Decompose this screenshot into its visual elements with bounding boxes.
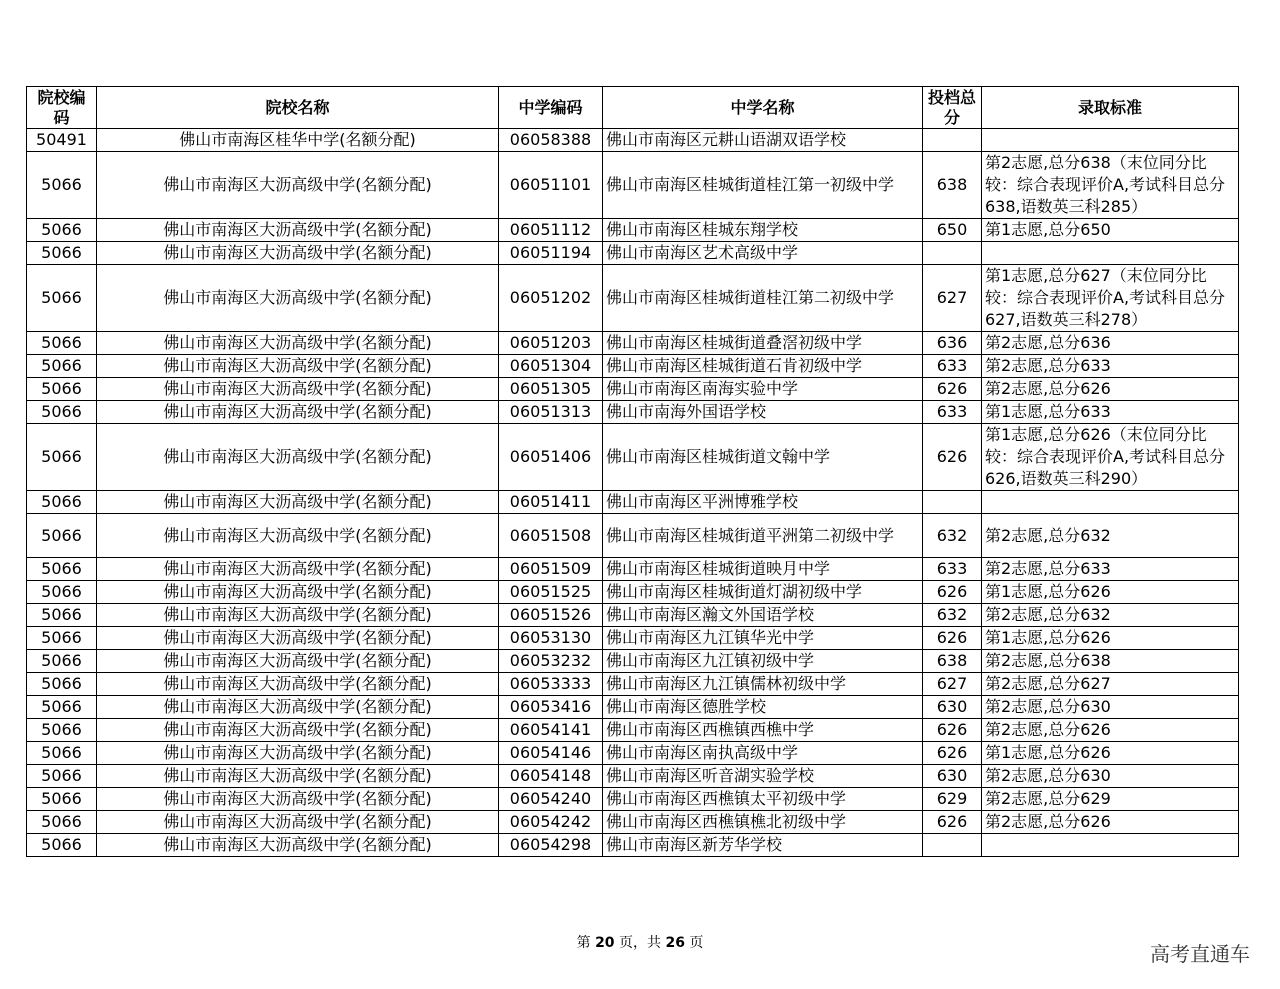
school-code-cell: 5066	[27, 378, 97, 401]
school-code-cell: 5066	[27, 355, 97, 378]
header-middle-school-name: 中学名称	[603, 87, 923, 129]
total-score-cell: 626	[923, 719, 982, 742]
school-name-cell: 佛山市南海区大沥高级中学(名额分配)	[97, 788, 499, 811]
total-score-cell: 633	[923, 401, 982, 424]
school-code-cell: 5066	[27, 401, 97, 424]
middle-school-code-cell: 06054141	[499, 719, 603, 742]
middle-school-code-cell: 06051304	[499, 355, 603, 378]
middle-school-name-cell: 佛山市南海区南执高级中学	[603, 742, 923, 765]
school-name-cell: 佛山市南海区大沥高级中学(名额分配)	[97, 401, 499, 424]
total-score-cell: 650	[923, 219, 982, 242]
middle-school-name-cell: 佛山市南海区西樵镇樵北初级中学	[603, 811, 923, 834]
table-row	[27, 696, 1239, 719]
middle-school-code-cell: 06051406	[499, 424, 603, 491]
middle-school-name-cell: 佛山市南海区九江镇华光中学	[603, 627, 923, 650]
admission-standard-cell: 第2志愿,总分630	[982, 765, 1239, 788]
table-row	[27, 719, 1239, 742]
total-score-cell: 626	[923, 378, 982, 401]
admission-standard-cell: 第1志愿,总分627（末位同分比较：综合表现评价A,考试科目总分627,语数英三科278）	[982, 265, 1239, 332]
school-code-cell: 5066	[27, 719, 97, 742]
middle-school-code-cell: 06051313	[499, 401, 603, 424]
table-row	[27, 424, 1239, 491]
middle-school-code-cell: 06054242	[499, 811, 603, 834]
middle-school-name-cell: 佛山市南海区元耕山语湖双语学校	[603, 129, 923, 152]
middle-school-name-cell: 佛山市南海区艺术高级中学	[603, 242, 923, 265]
table-row	[27, 673, 1239, 696]
table-row	[27, 332, 1239, 355]
total-score-cell: 629	[923, 788, 982, 811]
table-row	[27, 834, 1239, 857]
middle-school-code-cell: 06051411	[499, 491, 603, 514]
school-name-cell: 佛山市南海区大沥高级中学(名额分配)	[97, 378, 499, 401]
school-name-cell: 佛山市南海区大沥高级中学(名额分配)	[97, 242, 499, 265]
school-code-cell: 5066	[27, 514, 97, 558]
school-code-cell: 5066	[27, 424, 97, 491]
school-name-cell: 佛山市南海区大沥高级中学(名额分配)	[97, 627, 499, 650]
middle-school-code-cell: 06051526	[499, 604, 603, 627]
middle-school-name-cell: 佛山市南海区新芳华学校	[603, 834, 923, 857]
table-header-row	[27, 87, 1239, 129]
footer-mid: 页，共	[619, 935, 661, 951]
footer-prefix: 第	[576, 935, 591, 951]
header-school-code: 院校编码	[27, 87, 97, 129]
total-score-cell: 627	[923, 673, 982, 696]
middle-school-code-cell: 06051101	[499, 152, 603, 219]
middle-school-name-cell: 佛山市南海区德胜学校	[603, 696, 923, 719]
middle-school-code-cell: 06053416	[499, 696, 603, 719]
middle-school-code-cell: 06051194	[499, 242, 603, 265]
school-name-cell: 佛山市南海区大沥高级中学(名额分配)	[97, 696, 499, 719]
admission-standard-cell: 第1志愿,总分650	[982, 219, 1239, 242]
middle-school-name-cell: 佛山市南海区南海实验中学	[603, 378, 923, 401]
school-code-cell: 5066	[27, 152, 97, 219]
school-name-cell: 佛山市南海区大沥高级中学(名额分配)	[97, 834, 499, 857]
table-row	[27, 604, 1239, 627]
middle-school-name-cell: 佛山市南海区平洲博雅学校	[603, 491, 923, 514]
table-row	[27, 650, 1239, 673]
watermark-text: 高考直通车	[1150, 942, 1250, 966]
school-code-cell: 5066	[27, 696, 97, 719]
admission-standard-cell: 第1志愿,总分626	[982, 581, 1239, 604]
middle-school-code-cell: 06058388	[499, 129, 603, 152]
middle-school-name-cell: 佛山市南海区桂城街道石肯初级中学	[603, 355, 923, 378]
total-score-cell: 632	[923, 514, 982, 558]
school-name-cell: 佛山市南海区大沥高级中学(名额分配)	[97, 765, 499, 788]
total-score-cell: 632	[923, 604, 982, 627]
school-code-cell: 5066	[27, 765, 97, 788]
school-code-cell: 5066	[27, 627, 97, 650]
total-score-cell: 626	[923, 811, 982, 834]
total-score-cell: 626	[923, 742, 982, 765]
table-row	[27, 558, 1239, 581]
middle-school-name-cell: 佛山市南海区西樵镇西樵中学	[603, 719, 923, 742]
admission-standard-cell: 第2志愿,总分632	[982, 514, 1239, 558]
table-row	[27, 129, 1239, 152]
table-row	[27, 491, 1239, 514]
admission-standard-cell	[982, 242, 1239, 265]
school-code-cell: 5066	[27, 332, 97, 355]
total-score-cell: 626	[923, 581, 982, 604]
footer-total-pages: 26	[665, 935, 685, 951]
admission-standard-cell: 第2志愿,总分626	[982, 811, 1239, 834]
admission-standard-cell: 第2志愿,总分632	[982, 604, 1239, 627]
middle-school-code-cell: 06051112	[499, 219, 603, 242]
school-name-cell: 佛山市南海区大沥高级中学(名额分配)	[97, 219, 499, 242]
admission-standard-cell: 第2志愿,总分638（末位同分比较：综合表现评价A,考试科目总分638,语数英三科285）	[982, 152, 1239, 219]
middle-school-code-cell: 06051525	[499, 581, 603, 604]
table-row	[27, 401, 1239, 424]
footer-suffix: 页	[689, 935, 704, 951]
school-name-cell: 佛山市南海区大沥高级中学(名额分配)	[97, 355, 499, 378]
middle-school-code-cell: 06051509	[499, 558, 603, 581]
admission-standard-cell: 第2志愿,总分636	[982, 332, 1239, 355]
table-row	[27, 581, 1239, 604]
school-code-cell: 5066	[27, 604, 97, 627]
total-score-cell	[923, 129, 982, 152]
admission-standard-cell: 第1志愿,总分626	[982, 742, 1239, 765]
admission-table	[26, 86, 1239, 857]
school-code-cell: 5066	[27, 558, 97, 581]
middle-school-code-cell: 06053232	[499, 650, 603, 673]
middle-school-code-cell: 06054298	[499, 834, 603, 857]
total-score-cell: 626	[923, 424, 982, 491]
total-score-cell: 633	[923, 558, 982, 581]
admission-standard-cell: 第2志愿,总分627	[982, 673, 1239, 696]
school-code-cell: 5066	[27, 650, 97, 673]
admission-standard-cell	[982, 491, 1239, 514]
admission-standard-cell	[982, 834, 1239, 857]
school-name-cell: 佛山市南海区大沥高级中学(名额分配)	[97, 719, 499, 742]
total-score-cell: 636	[923, 332, 982, 355]
school-name-cell: 佛山市南海区大沥高级中学(名额分配)	[97, 332, 499, 355]
middle-school-code-cell: 06054148	[499, 765, 603, 788]
school-code-cell: 50491	[27, 129, 97, 152]
total-score-cell: 638	[923, 152, 982, 219]
admission-standard-cell: 第2志愿,总分626	[982, 378, 1239, 401]
admission-standard-cell: 第2志愿,总分630	[982, 696, 1239, 719]
school-name-cell: 佛山市南海区大沥高级中学(名额分配)	[97, 491, 499, 514]
total-score-cell: 630	[923, 696, 982, 719]
school-name-cell: 佛山市南海区大沥高级中学(名额分配)	[97, 742, 499, 765]
table-row	[27, 219, 1239, 242]
total-score-cell	[923, 834, 982, 857]
admission-standard-cell: 第2志愿,总分629	[982, 788, 1239, 811]
admission-standard-cell: 第1志愿,总分626	[982, 627, 1239, 650]
header-admission-standard: 录取标准	[982, 87, 1239, 129]
middle-school-name-cell: 佛山市南海区西樵镇太平初级中学	[603, 788, 923, 811]
table-row	[27, 765, 1239, 788]
table-row	[27, 811, 1239, 834]
middle-school-name-cell: 佛山市南海区桂城东翔学校	[603, 219, 923, 242]
total-score-cell: 630	[923, 765, 982, 788]
header-middle-school-code: 中学编码	[499, 87, 603, 129]
middle-school-code-cell: 06051202	[499, 265, 603, 332]
middle-school-name-cell: 佛山市南海区听音湖实验学校	[603, 765, 923, 788]
table-row	[27, 742, 1239, 765]
middle-school-code-cell: 06051508	[499, 514, 603, 558]
school-code-cell: 5066	[27, 742, 97, 765]
school-code-cell: 5066	[27, 673, 97, 696]
school-name-cell: 佛山市南海区大沥高级中学(名额分配)	[97, 514, 499, 558]
admission-standard-cell: 第1志愿,总分626（末位同分比较：综合表现评价A,考试科目总分626,语数英三科290）	[982, 424, 1239, 491]
table-row	[27, 152, 1239, 219]
table-row	[27, 355, 1239, 378]
middle-school-code-cell: 06053333	[499, 673, 603, 696]
school-code-cell: 5066	[27, 811, 97, 834]
middle-school-name-cell: 佛山市南海区桂城街道映月中学	[603, 558, 923, 581]
school-name-cell: 佛山市南海区大沥高级中学(名额分配)	[97, 581, 499, 604]
school-name-cell: 佛山市南海区大沥高级中学(名额分配)	[97, 673, 499, 696]
school-name-cell: 佛山市南海区大沥高级中学(名额分配)	[97, 152, 499, 219]
admission-standard-cell: 第1志愿,总分633	[982, 401, 1239, 424]
middle-school-code-cell: 06054146	[499, 742, 603, 765]
middle-school-name-cell: 佛山市南海区桂城街道平洲第二初级中学	[603, 514, 923, 558]
table-row	[27, 242, 1239, 265]
header-school-name: 院校名称	[97, 87, 499, 129]
school-code-cell: 5066	[27, 219, 97, 242]
middle-school-code-cell: 06053130	[499, 627, 603, 650]
school-name-cell: 佛山市南海区大沥高级中学(名额分配)	[97, 558, 499, 581]
total-score-cell	[923, 242, 982, 265]
school-name-cell: 佛山市南海区桂华中学(名额分配)	[97, 129, 499, 152]
school-code-cell: 5066	[27, 834, 97, 857]
total-score-cell: 633	[923, 355, 982, 378]
admission-standard-cell	[982, 129, 1239, 152]
middle-school-name-cell: 佛山市南海区九江镇初级中学	[603, 650, 923, 673]
school-code-cell: 5066	[27, 242, 97, 265]
school-code-cell: 5066	[27, 581, 97, 604]
table-row	[27, 265, 1239, 332]
school-name-cell: 佛山市南海区大沥高级中学(名额分配)	[97, 604, 499, 627]
middle-school-name-cell: 佛山市南海区桂城街道叠滘初级中学	[603, 332, 923, 355]
admission-standard-cell: 第2志愿,总分633	[982, 558, 1239, 581]
middle-school-code-cell: 06051305	[499, 378, 603, 401]
admission-standard-cell: 第2志愿,总分638	[982, 650, 1239, 673]
middle-school-name-cell: 佛山市南海区桂城街道桂江第二初级中学	[603, 265, 923, 332]
middle-school-name-cell: 佛山市南海区桂城街道文翰中学	[603, 424, 923, 491]
school-code-cell: 5066	[27, 491, 97, 514]
school-code-cell: 5066	[27, 788, 97, 811]
header-total-score: 投档总分	[923, 87, 982, 129]
table-body	[27, 129, 1239, 857]
school-name-cell: 佛山市南海区大沥高级中学(名额分配)	[97, 811, 499, 834]
total-score-cell: 627	[923, 265, 982, 332]
table-row	[27, 514, 1239, 558]
middle-school-code-cell: 06051203	[499, 332, 603, 355]
school-name-cell: 佛山市南海区大沥高级中学(名额分配)	[97, 650, 499, 673]
admission-standard-cell: 第2志愿,总分626	[982, 719, 1239, 742]
school-code-cell: 5066	[27, 265, 97, 332]
middle-school-name-cell: 佛山市南海区桂城街道桂江第一初级中学	[603, 152, 923, 219]
page-footer	[0, 932, 1280, 952]
middle-school-name-cell: 佛山市南海外国语学校	[603, 401, 923, 424]
school-name-cell: 佛山市南海区大沥高级中学(名额分配)	[97, 265, 499, 332]
middle-school-code-cell: 06054240	[499, 788, 603, 811]
total-score-cell: 638	[923, 650, 982, 673]
school-name-cell: 佛山市南海区大沥高级中学(名额分配)	[97, 424, 499, 491]
admission-standard-cell: 第2志愿,总分633	[982, 355, 1239, 378]
total-score-cell: 626	[923, 627, 982, 650]
table-row	[27, 627, 1239, 650]
middle-school-name-cell: 佛山市南海区桂城街道灯湖初级中学	[603, 581, 923, 604]
middle-school-name-cell: 佛山市南海区瀚文外国语学校	[603, 604, 923, 627]
table-row	[27, 378, 1239, 401]
total-score-cell	[923, 491, 982, 514]
footer-page-number: 20	[595, 935, 615, 951]
middle-school-name-cell: 佛山市南海区九江镇儒林初级中学	[603, 673, 923, 696]
table-row	[27, 788, 1239, 811]
